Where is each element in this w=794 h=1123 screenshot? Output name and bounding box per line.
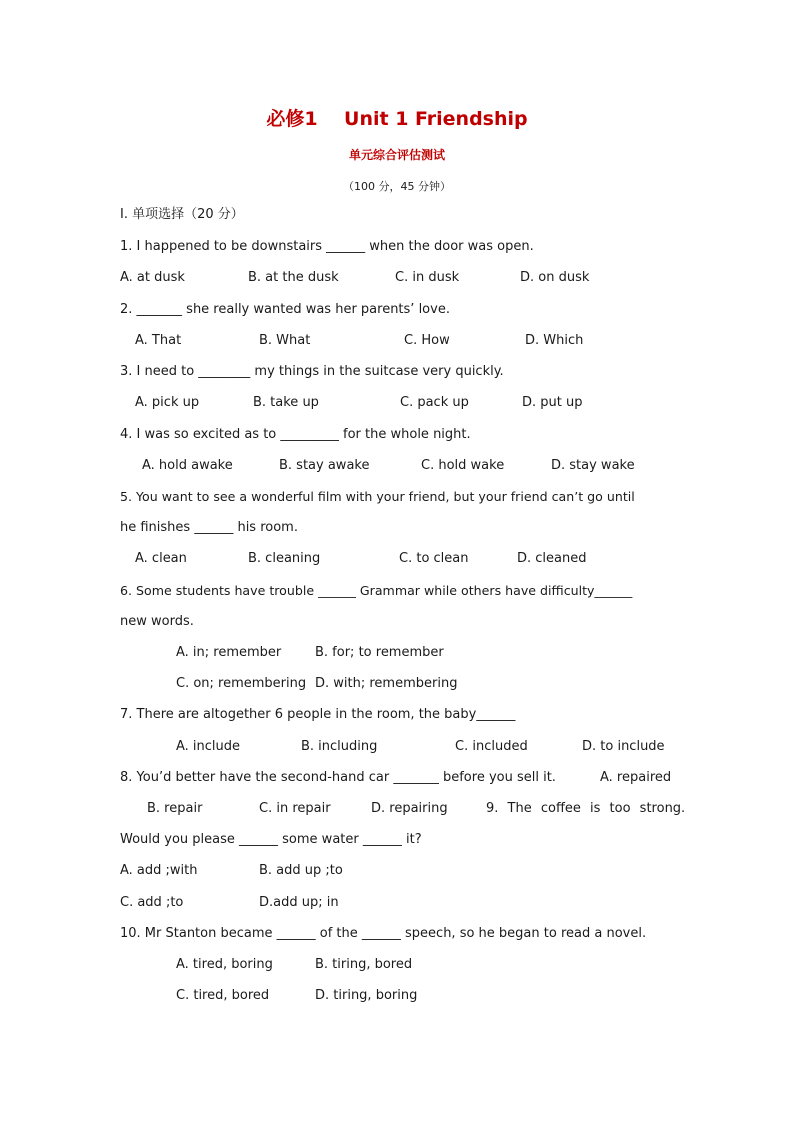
question-1-option-d: D. on dusk bbox=[520, 270, 590, 285]
question-1-option-b: B. at the dusk bbox=[248, 270, 339, 285]
question-4-stem: 4. I was so excited as to _________ for the whole night. bbox=[120, 427, 471, 442]
question-3-option-b: B. take up bbox=[253, 395, 319, 410]
question-2-option-c: C. How bbox=[404, 333, 450, 348]
question-10-option-a: A. tired, boring bbox=[176, 957, 273, 972]
question-4-option-c: C. hold wake bbox=[421, 458, 505, 473]
question-10-option-d: D. tiring, boring bbox=[315, 988, 418, 1003]
question-6-stem-line-1: 6. Some students have trouble ______ Grammar while others have difficulty______ bbox=[120, 583, 633, 598]
document-subtitle: 单元综合评估测试 bbox=[348, 148, 445, 162]
question-10-stem: 10. Mr Stanton became ______ of the ______ speech, so he began to read a novel. bbox=[120, 926, 647, 941]
question-9-stem-line-1: 9. The coffee is too strong. bbox=[486, 801, 686, 816]
question-8-option-a: A. repaired bbox=[600, 770, 672, 785]
question-5-option-a: A. clean bbox=[135, 551, 187, 566]
question-8-option-c: C. in repair bbox=[259, 801, 331, 816]
question-6-option-b: B. for; to remember bbox=[315, 645, 444, 660]
question-5-stem-line-1: 5. You want to see a wonderful film with your friend, but your friend can’t go until bbox=[120, 489, 635, 504]
question-7-option-c: C. included bbox=[455, 739, 528, 754]
question-1-stem: 1. I happened to be downstairs ______ when the door was open. bbox=[120, 239, 534, 254]
question-5-option-c: C. to clean bbox=[399, 551, 469, 566]
question-3-option-a: A. pick up bbox=[135, 395, 200, 410]
question-9-option-c: C. add ;to bbox=[120, 895, 184, 910]
question-2-stem: 2. _______ she really wanted was her parents’ love. bbox=[120, 302, 450, 317]
question-1-option-c: C. in dusk bbox=[395, 270, 460, 285]
question-9-stem-line-2: Would you please ______ some water ______ it? bbox=[120, 832, 422, 847]
question-6-option-d: D. with; remembering bbox=[315, 676, 458, 691]
question-9-option-d: D.add up; in bbox=[259, 895, 339, 910]
question-2-option-b: B. What bbox=[259, 333, 311, 348]
question-3-option-c: C. pack up bbox=[400, 395, 469, 410]
question-10-option-c: C. tired, bored bbox=[176, 988, 270, 1003]
question-7-option-b: B. including bbox=[301, 739, 378, 754]
question-6-option-a: A. in; remember bbox=[176, 645, 282, 660]
question-4-option-b: B. stay awake bbox=[279, 458, 370, 473]
question-5-stem-line-2: he finishes ______ his room. bbox=[120, 520, 298, 535]
question-4-option-d: D. stay wake bbox=[551, 458, 635, 473]
question-7-option-a: A. include bbox=[176, 739, 241, 754]
question-5-option-d: D. cleaned bbox=[517, 551, 587, 566]
question-8-option-d: D. repairing bbox=[371, 801, 448, 816]
question-7-option-d: D. to include bbox=[582, 739, 665, 754]
question-1-option-a: A. at dusk bbox=[120, 270, 185, 285]
question-3-stem: 3. I need to ________ my things in the suitcase very quickly. bbox=[120, 364, 504, 379]
document-title: 必修1 Unit 1 Friendship bbox=[266, 108, 528, 130]
question-9-option-a: A. add ;with bbox=[120, 863, 198, 878]
question-8-stem: 8. You’d better have the second-hand car _______ before you sell it. bbox=[120, 770, 556, 785]
question-5-option-b: B. cleaning bbox=[248, 551, 321, 566]
question-10-option-b: B. tiring, bored bbox=[315, 957, 413, 972]
question-7-stem: 7. There are altogether 6 people in the room, the baby______ bbox=[120, 707, 516, 722]
test-meta: （100 分，45 分钟） bbox=[343, 180, 451, 193]
question-8-option-b: B. repair bbox=[147, 801, 203, 816]
question-6-stem-line-2: new words. bbox=[120, 614, 194, 629]
question-9-option-b: B. add up ;to bbox=[259, 863, 343, 878]
section-heading: I. 单项选择（20 分） bbox=[120, 207, 244, 222]
question-2-option-a: A. That bbox=[135, 333, 182, 348]
question-3-option-d: D. put up bbox=[522, 395, 583, 410]
question-2-option-d: D. Which bbox=[525, 333, 584, 348]
question-6-option-c: C. on; remembering bbox=[176, 676, 307, 691]
question-4-option-a: A. hold awake bbox=[142, 458, 233, 473]
